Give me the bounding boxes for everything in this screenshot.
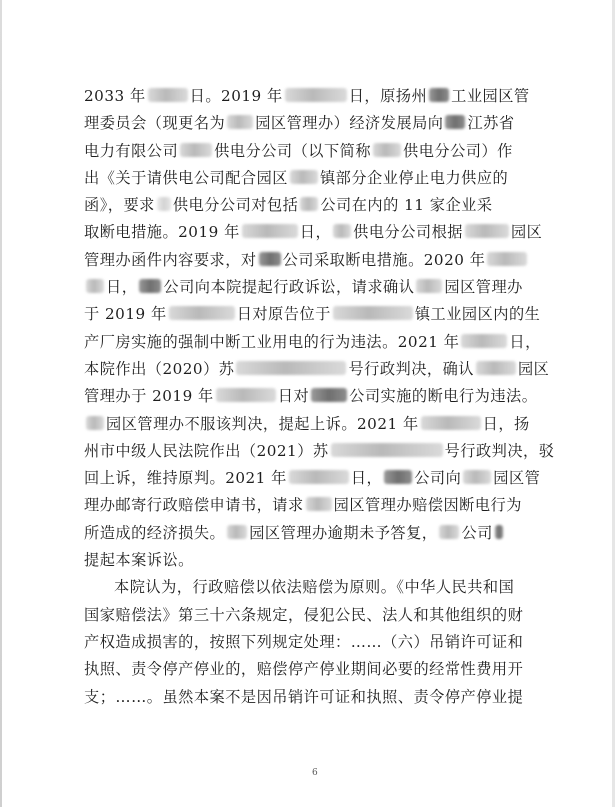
redaction-block	[285, 88, 347, 102]
redaction-block	[445, 115, 465, 129]
redaction-block	[236, 361, 346, 375]
text-line: 于 2019 年 日对原告位于 镇工业园区内的生	[84, 305, 541, 324]
text-line: 产权造成损害的，按照下列规定处理：……（六）吊销许可证和	[84, 632, 524, 651]
text-line: 出《关于请供电公司配合园区 镇部分企业停止电力供应的	[84, 168, 509, 187]
redaction-block	[180, 143, 212, 157]
redaction-block	[216, 388, 276, 402]
text-line: 电力有限公司 供电分公司（以下简称 供电分公司）作	[84, 141, 513, 160]
text-line: 理委员会（现更名为 园区管理办）经济发展局向 江苏省	[84, 114, 515, 133]
redaction-block	[157, 197, 171, 211]
page-number: 6	[312, 768, 318, 778]
redaction-block	[487, 252, 527, 266]
redaction-block	[333, 224, 351, 238]
redaction-block	[289, 470, 349, 484]
text-line: 支；……。虽然本案不是因吊销许可证和执照、责令停产停业提	[84, 687, 524, 706]
redaction-block	[169, 306, 235, 320]
text-line: 日， 公司向本院提起行政诉讼，请求确认 园区管理办	[84, 274, 554, 301]
redaction-block	[290, 170, 318, 184]
redaction-block	[333, 306, 413, 320]
text-line: 理办邮寄行政赔偿申请书，请求 园区管理办赔偿因断电行为	[84, 496, 522, 515]
text-line: 本院认为，行政赔偿以依法赔偿为原则。《中华人民共和国	[114, 578, 515, 597]
redaction-block	[465, 224, 509, 238]
text-line: 提起本案诉讼。	[84, 551, 194, 570]
redaction-block	[227, 525, 247, 539]
redaction-block	[242, 224, 298, 238]
text-line: 所造成的经济损失。 园区管理办逾期未予答复， 公司	[84, 520, 554, 547]
redaction-block	[463, 470, 491, 484]
text-line: 取断电措施。2019 年 日， 供电分公司根据 园区	[84, 223, 543, 242]
text-line: 国家赔偿法》第三十六条规定，侵犯公民、法人和其他组织的财	[84, 605, 524, 624]
redaction-block	[416, 279, 442, 293]
redaction-block	[227, 115, 253, 129]
redaction-block	[86, 416, 104, 430]
redaction-block	[148, 88, 188, 102]
redaction-block	[306, 497, 332, 511]
body-text	[84, 83, 554, 711]
text-line: 产厂房实施的强制中断工业用电的行为违法。2021 年 日，	[84, 332, 541, 351]
redaction-block	[300, 197, 318, 211]
text-line: 2033 年 日。2019 年 日，原扬州 工业园区管	[84, 87, 530, 105]
redaction-block	[139, 279, 161, 293]
text-line: 管理办于 2019 年 日对 公司实施的断电行为违法。	[84, 387, 538, 406]
redaction-block	[331, 443, 443, 457]
redaction-block	[421, 416, 481, 430]
text-line: 园区管理办不服该判决，提起上诉。2021 年 日，扬	[84, 411, 554, 438]
text-line: 回上诉，维持原判。2021 年 日， 公司向 园区管	[84, 469, 541, 488]
text-line: 函》，要求 供电分公司对包括 公司在内的 11 家企业采	[84, 196, 493, 215]
redaction-block	[259, 252, 281, 266]
text-line: 本院作出（2020）苏 号行政判决，确认 园区	[84, 359, 550, 378]
text-line: 执照、责令停产停业的，赔偿停产停业期间必要的经常性费用开	[84, 660, 524, 679]
redaction-block	[384, 470, 412, 484]
redaction-block	[461, 334, 507, 348]
redaction-block	[373, 143, 401, 157]
text-line: 州市中级人民法院作出（2021）苏 号行政判决，驳	[84, 441, 555, 460]
redaction-block	[429, 88, 449, 102]
text-line: 管理办函件内容要求，对 公司采取断电措施。2020 年	[84, 247, 554, 274]
redaction-block	[86, 279, 104, 293]
redaction-block	[311, 388, 347, 402]
redaction-block	[476, 361, 516, 375]
redaction-block	[495, 525, 503, 539]
redaction-block	[439, 525, 459, 539]
